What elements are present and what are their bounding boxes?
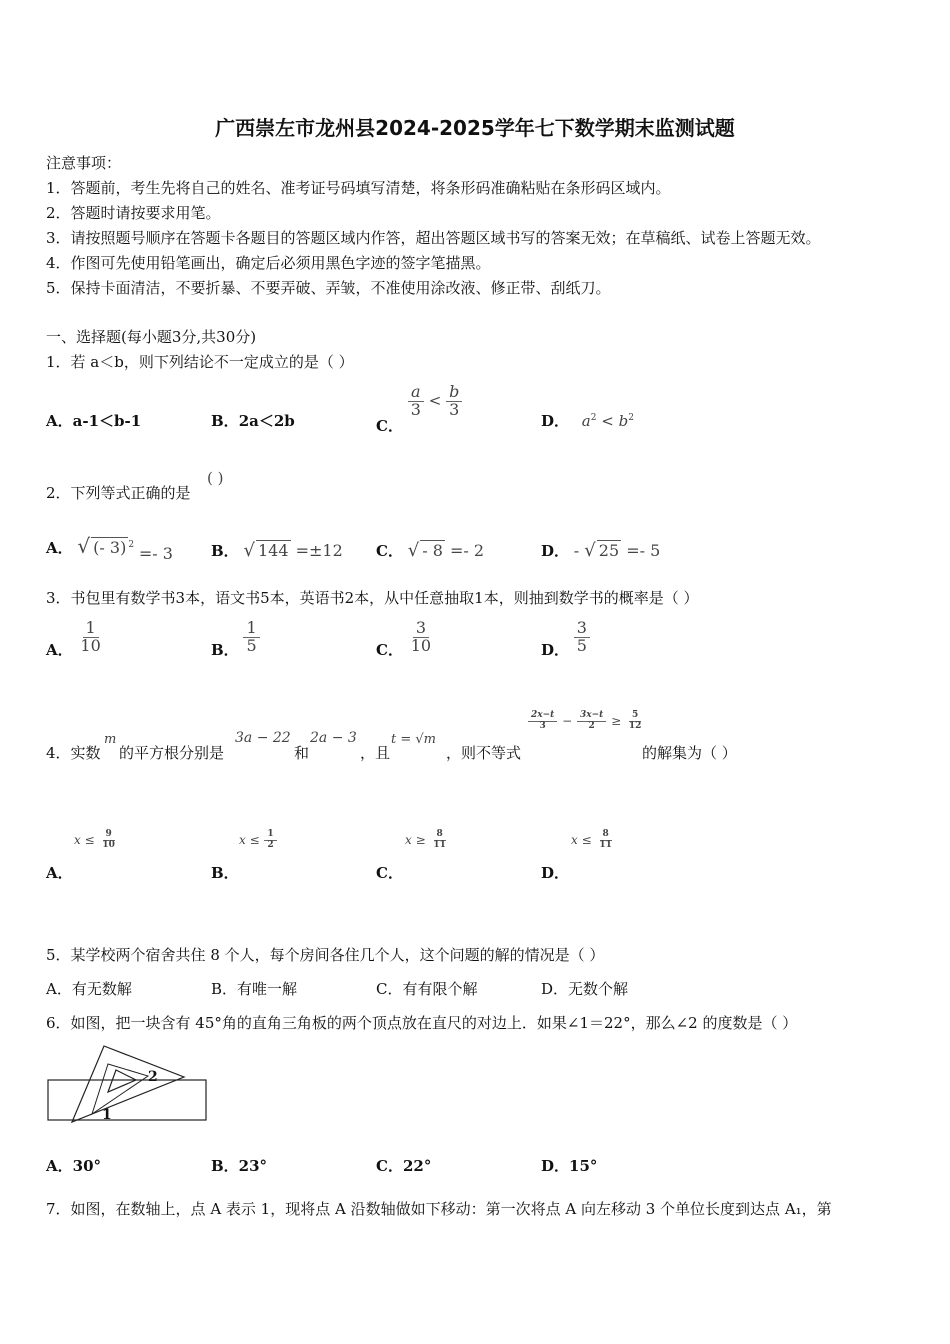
q3-d-frac: $\frac{3}{5}$ xyxy=(574,620,590,655)
q5-option-c: C．有有限个解 xyxy=(376,980,478,998)
q1-d-label: D． xyxy=(541,412,570,430)
note-item-3: 3．请按照题号顺序在答题卡各题目的答题区域内作答，超出答题区域书写的答案无效；在草稿纸、试卷上答题无效。 xyxy=(46,229,821,247)
q7-stem: 7．如图，在数轴上，点 A 表示 1，现将点 A 沿数轴做如下移动：第一次将点 A 向左移动 3 个单位长度到达点 A₁，第 xyxy=(46,1200,832,1218)
q5-option-a: A．有无数解 xyxy=(46,980,132,998)
angle-1-label: 1 xyxy=(102,1107,112,1123)
q4-option-b-expr: x ≤ $\frac{1}{2}$ xyxy=(239,830,277,850)
sqrt-icon: √ xyxy=(243,540,255,561)
q2-stem: 2．下列等式正确的是 xyxy=(46,484,191,502)
q1-b-label: B． xyxy=(211,412,239,430)
q3-option-b: B． $\frac{1}{5}$ xyxy=(211,620,260,655)
q5-option-d: D．无数个解 xyxy=(541,980,629,998)
note-item-1: 1．答题前，考生先将自己的姓名、准考证号码填写清楚，将条形码准确粘贴在条形码区域内。 xyxy=(46,179,671,197)
q4-option-d-label: D． xyxy=(541,864,570,882)
q4-p5: ，则不等式 xyxy=(446,744,522,762)
q3-a-frac: $\frac{1}{10}$ xyxy=(80,618,101,655)
q3-option-d: D． $\frac{3}{5}$ xyxy=(541,620,590,655)
q1-c-frac2: $\frac{b}{3}$ xyxy=(446,384,462,419)
q4-e1: 3a − 22 xyxy=(235,730,291,746)
q6-option-b: B．23° xyxy=(211,1157,268,1175)
q2-option-d: D． - √ 25 =- 5 xyxy=(541,540,661,561)
q1-c-op: < xyxy=(428,391,442,410)
q6-stem: 6．如图，把一块含有 45°角的直角三角板的两个顶点放在直尺的对边上．如果∠1＝22°，那么∠2 的度数是（ ） xyxy=(46,1014,798,1032)
q4-p1: 4．实数 xyxy=(46,744,101,762)
q2-paren: ( ) xyxy=(207,469,224,487)
q4-option-b-label: B． xyxy=(211,864,239,882)
q1-c-frac1: $\frac{a}{3}$ xyxy=(408,384,424,419)
section-heading: 一、选择题(每小题3分,共30分) xyxy=(46,328,257,346)
notes-heading: 注意事项： xyxy=(46,154,122,172)
q1-option-c xyxy=(376,382,462,436)
triangle-hole xyxy=(108,1070,136,1092)
q4-inequality: $\frac{2x-t}{3}$ − $\frac{3x-t}{2}$ ≥ $\frac{5}{12}$ xyxy=(528,711,644,731)
q4-f2: $\frac{3x-t}{2}$ xyxy=(577,711,606,731)
q4-option-c-expr: x ≥ $\frac{8}{11}$ xyxy=(405,829,446,850)
ruler-triangle-figure xyxy=(44,1042,214,1128)
note-item-4: 4．作图可先使用铅笔画出，确定后必须用黑色字迹的签字笔描黑。 xyxy=(46,254,491,272)
q4-p6: 的解集为（ ） xyxy=(642,744,737,762)
q4-p2: 的平方根分别是 xyxy=(119,744,225,762)
note-item-5: 5．保持卡面清洁，不要折暴、不要弄破、弄皱，不准使用涂改液、修正带、刮纸刀。 xyxy=(46,279,611,297)
q3-option-a: A． $\frac{1}{10}$ xyxy=(46,620,104,655)
q2-option-b: B． √ 144 =±12 xyxy=(211,540,343,561)
q5-option-b: B．有唯一解 xyxy=(211,980,298,998)
note-item-2: 2．答题时请按要求用笔。 xyxy=(46,204,221,222)
q3-b-frac: $\frac{1}{5}$ xyxy=(243,620,259,655)
sqrt-icon: √ xyxy=(407,540,420,561)
q4-p4: ，且 xyxy=(360,744,391,762)
q2-option-c: C． √ - 8 =- 2 xyxy=(376,540,485,561)
sqrt-icon: √ xyxy=(77,534,91,558)
q6-option-c: C．22° xyxy=(376,1157,432,1175)
q1-a-text: a-1＜b-1 xyxy=(72,412,142,430)
q1-b-text: 2a＜2b xyxy=(238,412,295,430)
q1-option-a xyxy=(46,410,141,431)
sqrt-icon: √ xyxy=(584,540,596,561)
q4-e2: 2a − 3 xyxy=(310,730,357,746)
q6-option-d: D．15° xyxy=(541,1157,598,1175)
q4-option-c-label: C． xyxy=(376,864,403,882)
angle-2-label: 2 xyxy=(148,1069,158,1085)
q4-option-a-label: A． xyxy=(46,864,73,882)
q5-stem: 5．某学校两个宿舍共住 8 个人，每个房间各住几个人，这个问题的解的情况是（ ） xyxy=(46,946,605,964)
q1-option-d: D． $a^2 < b^2$ xyxy=(541,412,634,430)
q4-p3: 和 xyxy=(294,744,310,762)
q4-option-a-expr: x ≤ $\frac{9}{10}$ xyxy=(74,829,115,850)
q4-m: m xyxy=(104,732,117,747)
q1-stem: 1．若 a＜b，则下列结论不一定成立的是（ ） xyxy=(46,353,354,371)
q3-option-c: C． $\frac{3}{10}$ xyxy=(376,620,434,655)
q4-e3: t = √m xyxy=(391,732,436,747)
q3-stem: 3．书包里有数学书3本，语文书5本，英语书2本，从中任意抽取1本，则抽到数学书的概率是（ ） xyxy=(46,589,699,607)
page-title: 广西崇左市龙州县2024-2025学年七下数学期末监测试题 xyxy=(215,116,735,140)
q4-option-d-expr: x ≤ $\frac{8}{11}$ xyxy=(571,829,612,850)
q6-option-a: A．30° xyxy=(46,1157,102,1175)
q4-f3: $\frac{5}{12}$ xyxy=(628,710,642,731)
q4-f1: $\frac{2x-t}{3}$ xyxy=(528,711,557,731)
q1-a-label: A． xyxy=(46,412,73,430)
q1-c-label: C． xyxy=(376,417,403,436)
q1-option-b xyxy=(211,410,295,431)
q2-option-a: A． √ (- 3) $^2$ =- 3 xyxy=(46,534,173,563)
q3-c-frac: $\frac{3}{10}$ xyxy=(410,618,432,655)
